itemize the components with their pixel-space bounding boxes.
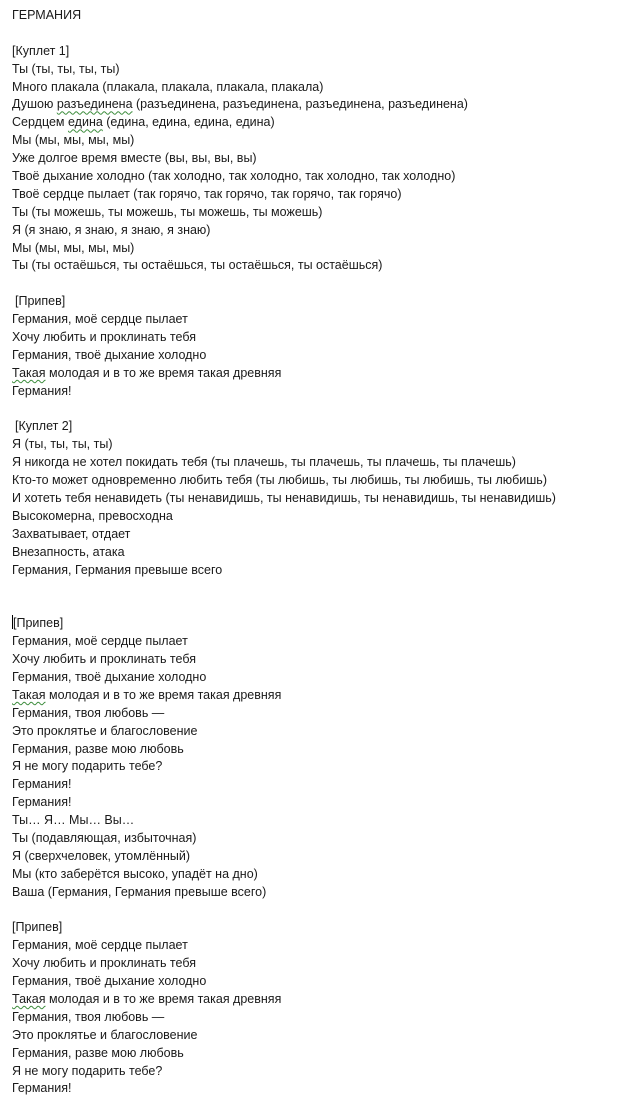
lyric-line: Хочу любить и проклинать тебя xyxy=(12,956,196,971)
lyric-line: Германия! xyxy=(12,795,72,810)
chorus2-header: [Припев] xyxy=(13,616,64,631)
lyric-line: Германия! xyxy=(12,1081,72,1096)
spellcheck-underlined-word: Такая xyxy=(12,365,46,380)
lyric-line: Германия! xyxy=(12,383,72,398)
spellcheck-underlined-word: едина xyxy=(67,115,103,130)
lyric-line: Ты… Я… Мы… Вы… xyxy=(12,813,135,828)
lyric-line: Ты (подавляющая, избыточная) xyxy=(12,830,197,845)
lyric-line: Это проклятье и благословение xyxy=(12,723,198,738)
lyric-line: Я (ты, ты, ты, ты) xyxy=(12,437,113,452)
lyric-line: Германия, разве мою любовь xyxy=(12,1045,184,1060)
lyric-line: Германия, твоё дыхание холодно xyxy=(12,669,207,684)
lyric-line: Душою разъединена (разъединена, разъединена, разъединена, разъединена) xyxy=(12,97,468,112)
lyric-line: Германия, твоя любовь — xyxy=(12,705,165,720)
lyric-line: Германия, твоя любовь — xyxy=(12,1009,165,1024)
chorus3-header: [Припев] xyxy=(12,920,63,935)
blank-line xyxy=(12,275,627,293)
lyric-line: Германия, моё сердце пылает xyxy=(12,938,188,953)
lyric-line: Хочу любить и проклинать тебя xyxy=(12,652,196,667)
lyric-line: Ты (ты можешь, ты можешь, ты можешь, ты можешь) xyxy=(12,204,323,219)
lyric-line: Германия, твоё дыхание холодно xyxy=(12,347,207,362)
blank-line xyxy=(12,597,627,615)
lyric-line: Мы (мы, мы, мы, мы) xyxy=(12,240,135,255)
verse1-header: [Куплет 1] xyxy=(12,43,70,58)
blank-line xyxy=(12,902,627,920)
lyric-line: Сердцем едина (едина, едина, едина, едина) xyxy=(12,115,275,130)
lyric-line: Я никогда не хотел покидать тебя (ты плачешь, ты плачешь, ты плачешь, ты плачешь) xyxy=(12,455,516,470)
blank-line xyxy=(12,25,627,43)
lyric-line: Это проклятье и благословение xyxy=(12,1027,198,1042)
lyric-line: Высокомерна, превосходна xyxy=(12,508,173,523)
chorus1-header: [Припев] xyxy=(15,294,66,309)
lyric-line: Германия! xyxy=(12,777,72,792)
lyric-line: Хочу любить и проклинать тебя xyxy=(12,330,196,345)
lyric-line: Уже долгое время вместе (вы, вы, вы, вы) xyxy=(12,151,257,166)
lyric-line: Твоё дыхание холодно (так холодно, так холодно, так холодно, так холодно) xyxy=(12,169,456,184)
lyric-line: Я не могу подарить тебе? xyxy=(12,1063,163,1078)
lyric-line: Германия, моё сердце пылает xyxy=(12,634,188,649)
spellcheck-underlined-word: Такая xyxy=(12,991,46,1006)
lyric-line: Мы (мы, мы, мы, мы) xyxy=(12,133,135,148)
blank-line xyxy=(12,580,627,598)
spellcheck-underlined-word: разъединена xyxy=(56,97,133,112)
lyric-line: Такая молодая и в то же время такая древняя xyxy=(12,991,282,1006)
lyric-line: И хотеть тебя ненавидеть (ты ненавидишь, ты ненавидишь, ты ненавидишь, ты ненавидишь) xyxy=(12,491,556,506)
lyric-line: Германия, разве мою любовь xyxy=(12,741,184,756)
lyric-line: Твоё сердце пылает (так горячо, так горячо, так горячо, так горячо) xyxy=(12,186,402,201)
blank-line xyxy=(12,401,627,419)
lyric-line: Германия, Германия превыше всего xyxy=(12,562,223,577)
lyric-line: Я (я знаю, я знаю, я знаю, я знаю) xyxy=(12,222,211,237)
lyric-line: Мы (кто заберётся высоко, упадёт на дно) xyxy=(12,866,258,881)
verse2-header: [Куплет 2] xyxy=(15,419,73,434)
lyric-line: Я (сверхчеловек, утомлённый) xyxy=(12,848,191,863)
spellcheck-underlined-word: Такая xyxy=(12,687,46,702)
lyric-line: Германия, моё сердце пылает xyxy=(12,312,188,327)
document-body[interactable] xyxy=(12,7,627,1098)
lyric-line: Захватывает, отдает xyxy=(12,526,131,541)
lyric-line: Внезапность, атака xyxy=(12,544,125,559)
lyric-line: Ваша (Германия, Германия превыше всего) xyxy=(12,884,267,899)
lyric-line: Ты (ты остаёшься, ты остаёшься, ты остаёшься, ты остаёшься) xyxy=(12,258,383,273)
lyric-line: Ты (ты, ты, ты, ты) xyxy=(12,61,120,76)
lyric-line: Я не могу подарить тебе? xyxy=(12,759,163,774)
song-title: ГЕРМАНИЯ xyxy=(12,8,82,22)
lyric-line: Германия, твоё дыхание холодно xyxy=(12,974,207,989)
lyric-line: Кто-то может одновременно любить тебя (ты любишь, ты любишь, ты любишь, ты любишь) xyxy=(12,473,547,488)
lyric-line: Такая молодая и в то же время такая древняя xyxy=(12,687,282,702)
lyric-line: Много плакала (плакала, плакала, плакала, плакала) xyxy=(12,79,324,94)
lyric-line: Такая молодая и в то же время такая древняя xyxy=(12,365,282,380)
